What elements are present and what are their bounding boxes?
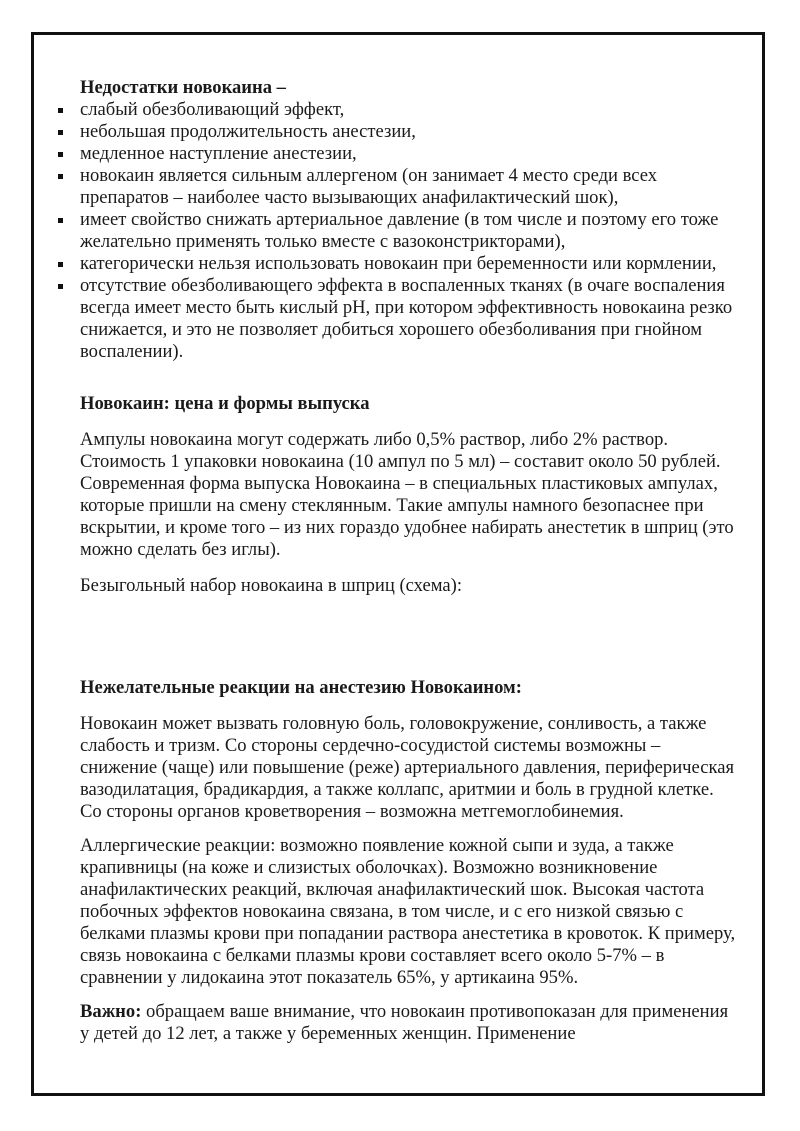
important-text: обращаем ваше внимание, что новокаин противопоказан для применения у детей до 12 лет, а также у беременных женщин. Применение <box>80 1001 729 1044</box>
document-body <box>80 77 740 1045</box>
bullet-icon <box>58 218 63 223</box>
section-heading-adverse-reactions: Нежелательные реакции на анестезию Новокаином: <box>80 677 522 698</box>
drawbacks-list <box>80 99 740 363</box>
important-label: Важно: <box>80 1001 142 1022</box>
page-border <box>31 32 765 1096</box>
list-item: новокаин является сильным аллергеном (он занимает 4 место среди всех препаратов – наиболее часто вызывающих анафилактический шок), <box>80 165 740 209</box>
bullet-icon <box>58 174 63 179</box>
price-forms-paragraph: Ампулы новокаина могут содержать либо 0,5% раствор, либо 2% раствор. Стоимость 1 упаковки новокаина (10 ампул по 5 мл) – составит около 50 рублей. Современная форма выпуска Новокаина – в специальных пластиковых ампулах, которые пришли на смену стеклянным. Такие ампулы намного безопаснее при вскрытии, и кроме того – из них гораздо удобнее набирать анестетик в шприц (это можно сделать без иглы). <box>80 429 734 560</box>
list-item: небольшая продолжительность анестезии, <box>80 121 740 143</box>
list-item: отсутствие обезболивающего эффекта в воспаленных тканях (в очаге воспаления всегда имеет место быть кислый pH, при котором эффективность новокаина резко снижается, и это не позволяет добиться хорошего обезболивания при гнойном воспалении). <box>80 275 740 363</box>
allergic-reactions-paragraph: Аллергические реакции: возможно появление кожной сыпи и зуда, а также крапивницы (на коже и слизистых оболочках). Возможно возникновение анафилактических реакций, включая анафилактический шок. Высокая частота побочных эффектов новокаина связана, в том числе, и с его низкой связью с белками плазмы крови при попадании раствора анестетика в кровоток. К примеру, связь новокаина с белками плазмы крови составляет всего около 5-7% – в сравнении у лидокаина этот показатель 65%, у артикаина 95%. <box>80 835 736 988</box>
adverse-reactions-paragraph: Новокаин может вызвать головную боль, головокружение, сонливость, а также слабость и тризм. Со стороны сердечно-сосудистой системы возможны – снижение (чаще) или повышение (реже) артериального давления, периферическая вазодилатация, брадикардия, а также коллапс, аритмии и боль в грудной клетке. Со стороны органов кроветворения – возможна метгемоглобинемия. <box>80 713 735 822</box>
section-heading-drawbacks: Недостатки новокаина – <box>80 77 286 98</box>
bullet-icon <box>58 152 63 157</box>
list-item: медленное наступление анестезии, <box>80 143 740 165</box>
list-item: слабый обезболивающий эффект, <box>80 99 740 121</box>
important-note <box>80 1001 740 1045</box>
list-item: категорически нельзя использовать новокаин при беременности или кормлении, <box>80 253 740 275</box>
list-item: имеет свойство снижать артериальное давление (в том числе и поэтому его тоже желательно применять только вместе с вазоконстрикторами), <box>80 209 740 253</box>
needleless-caption: Безыгольный набор новокаина в шприц (схема): <box>80 575 462 596</box>
bullet-icon <box>58 262 63 267</box>
bullet-icon <box>58 130 63 135</box>
bullet-icon <box>58 108 63 113</box>
bullet-icon <box>58 284 63 289</box>
section-heading-price-forms: Новокаин: цена и формы выпуска <box>80 393 370 414</box>
